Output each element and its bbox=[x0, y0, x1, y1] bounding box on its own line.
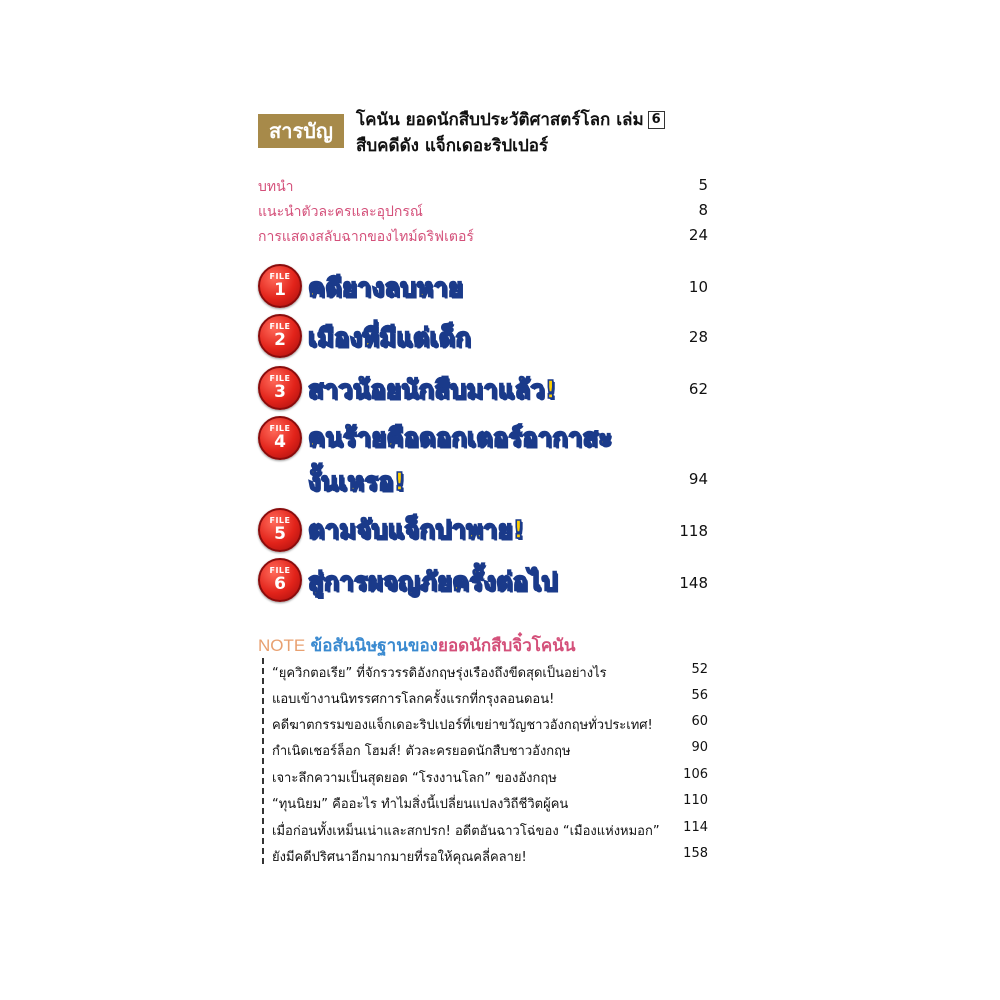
toc-entry-time-drifter[interactable]: การแสดงสลับฉากของไทม์ดริฟเตอร์ bbox=[258, 229, 474, 245]
note-item-6[interactable]: “ทุนนิยม” คืออะไร ทำไมสิ่งนี้เปลี่ยนแปลงวิถีชีวิตผู้คน bbox=[272, 797, 569, 812]
series-title bbox=[356, 106, 665, 133]
file-label: FILE bbox=[269, 272, 291, 281]
toc-badge: สารบัญ bbox=[258, 114, 344, 148]
note-dashed-divider bbox=[262, 658, 264, 864]
file-6-icon bbox=[258, 558, 302, 602]
volume-box: 6 bbox=[648, 111, 665, 129]
toc-page-characters: 8 bbox=[698, 201, 708, 219]
note-item-4[interactable]: กำเนิดเชอร์ล็อก โฮมส์! ตัวละครยอดนักสืบชาวอังกฤษ bbox=[272, 744, 571, 759]
file-5-icon bbox=[258, 508, 302, 552]
file-number: 3 bbox=[274, 382, 286, 402]
note-item-8[interactable]: ยังมีคดีปริศนาอีกมากมายที่รอให้คุณคลี่คลาย! bbox=[272, 850, 527, 865]
chapter-6-title[interactable]: สู่การผจญภัยครั้งต่อไป bbox=[308, 567, 558, 596]
note-page-4: 90 bbox=[691, 740, 708, 755]
file-3-icon bbox=[258, 366, 302, 410]
file-label: FILE bbox=[269, 322, 291, 331]
note-title-part-a: ข้อสันนิษฐานของ bbox=[310, 636, 438, 656]
chapter-3-title[interactable]: สาวน้อยนักสืบมาแล้ว! bbox=[308, 375, 557, 404]
note-item-2[interactable]: แอบเข้างานนิทรรศการโลกครั้งแรกที่กรุงลอนดอน! bbox=[272, 692, 555, 707]
file-number: 1 bbox=[274, 280, 286, 300]
note-title-part-b: ยอดนักสืบจิ๋วโคนัน bbox=[437, 636, 576, 656]
file-number: 5 bbox=[274, 524, 286, 544]
note-item-3[interactable]: คดีฆาตกรรมของแจ็กเดอะริปเปอร์ที่เขย่าขวัญชาวอังกฤษทั่วประเทศ! bbox=[272, 718, 653, 733]
note-page-1: 52 bbox=[691, 662, 708, 677]
chapter-2-title[interactable]: เมืองที่มีแต่เด็ก bbox=[308, 323, 471, 352]
chapter-5-title[interactable]: ตามจับแจ็กปาพาย! bbox=[308, 515, 525, 544]
book-subtitle: สืบคดีดัง แจ็กเดอะริปเปอร์ bbox=[356, 136, 549, 156]
chapter-2-page: 28 bbox=[688, 328, 708, 346]
series-title-text: โคนัน ยอดนักสืบประวัติศาสตร์โลก เล่ม bbox=[356, 110, 644, 130]
toc-page-time-drifter: 24 bbox=[688, 226, 708, 244]
file-4-icon bbox=[258, 416, 302, 460]
note-item-7[interactable]: เมื่อก่อนทั้งเหม็นเน่าและสกปรก! อดีตอันฉาวโฉ่ของ “เมืองแห่งหมอก” bbox=[272, 824, 660, 839]
chapter-4-title[interactable]: คนร้ายคือดอกเตอร์อากาสะ bbox=[308, 423, 613, 452]
note-page-3: 60 bbox=[691, 714, 708, 729]
note-heading bbox=[258, 632, 576, 659]
chapter-3-page: 62 bbox=[688, 380, 708, 398]
chapter-1-title[interactable]: คดียางลบหาย bbox=[308, 273, 464, 302]
note-label: NOTE bbox=[258, 636, 306, 655]
file-label: FILE bbox=[269, 374, 291, 383]
toc-entry-characters[interactable]: แนะนำตัวละครและอุปกรณ์ bbox=[258, 204, 423, 220]
note-page-2: 56 bbox=[691, 688, 708, 703]
file-label: FILE bbox=[269, 566, 291, 575]
file-label: FILE bbox=[269, 516, 291, 525]
chapter-4-title-line2[interactable]: งั้นเหรอ! bbox=[308, 467, 406, 496]
toc-page-intro: 5 bbox=[698, 176, 708, 194]
file-label: FILE bbox=[269, 424, 291, 433]
file-number: 6 bbox=[274, 574, 286, 594]
chapter-5-page: 118 bbox=[679, 522, 708, 540]
chapter-4-page: 94 bbox=[688, 470, 708, 488]
file-number: 4 bbox=[274, 432, 286, 452]
toc-entry-intro[interactable]: บทนำ bbox=[258, 179, 294, 195]
note-page-8: 158 bbox=[683, 846, 708, 861]
note-item-1[interactable]: “ยุควิกตอเรีย” ที่จักรวรรดิอังกฤษรุ่งเรืองถึงขีดสุดเป็นอย่างไร bbox=[272, 666, 607, 681]
file-1-icon bbox=[258, 264, 302, 308]
note-page-5: 106 bbox=[683, 767, 708, 782]
chapter-6-page: 148 bbox=[679, 574, 708, 592]
note-item-5[interactable]: เจาะลึกความเป็นสุดยอด “โรงงานโลก” ของอังกฤษ bbox=[272, 771, 557, 786]
file-2-icon bbox=[258, 314, 302, 358]
file-number: 2 bbox=[274, 330, 286, 350]
note-page-6: 110 bbox=[683, 793, 708, 808]
note-page-7: 114 bbox=[683, 820, 708, 835]
chapter-1-page: 10 bbox=[688, 278, 708, 296]
